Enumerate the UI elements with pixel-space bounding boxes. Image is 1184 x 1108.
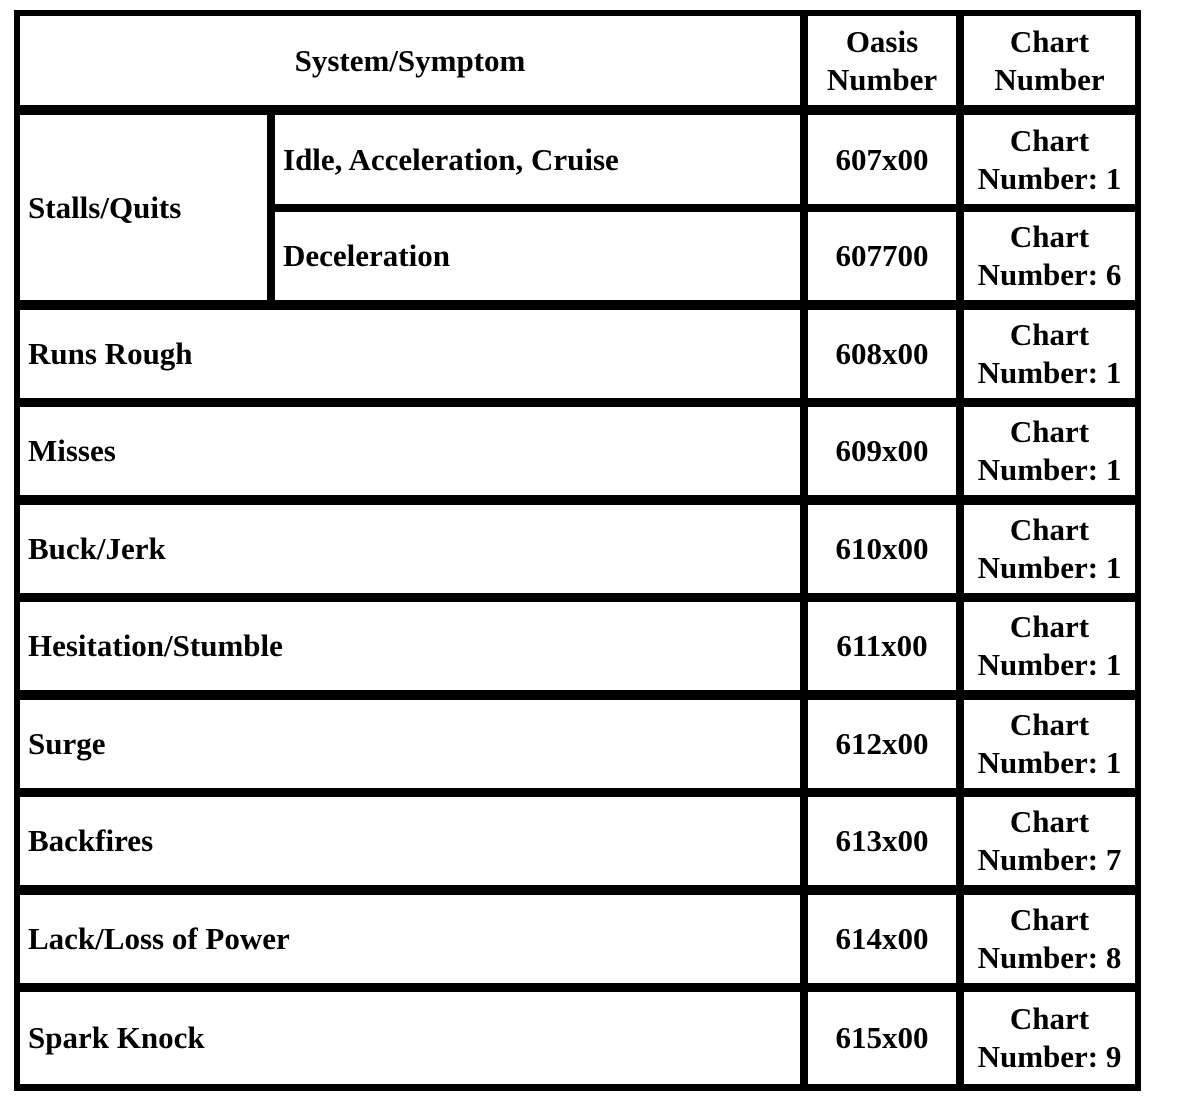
stalls-quits-label: Stalls/Quits: [28, 189, 182, 225]
oasis-number-text: 608x00: [835, 336, 929, 371]
header-chart-line2: Number: [994, 61, 1105, 97]
chart-line2: Number: 1: [977, 355, 1122, 390]
chart-line1: Chart: [1009, 512, 1090, 547]
table-row-chart: [964, 310, 1135, 398]
chart-line2: Number: 1: [977, 745, 1122, 780]
table-row-symptom: [20, 602, 800, 690]
oasis-number-text: 607x00: [835, 141, 929, 177]
header-oasis-number: [808, 16, 956, 105]
chart-line2: Number: 8: [977, 940, 1122, 975]
chart-line1: Chart: [1009, 1001, 1090, 1036]
table-row-symptom: [20, 505, 800, 593]
table-row-symptom: [275, 212, 800, 300]
oasis-number-text: 615x00: [835, 1020, 929, 1055]
chart-line2: Number: 1: [977, 160, 1122, 196]
symptom-text: Buck/Jerk: [28, 531, 166, 566]
oasis-number-text: 614x00: [835, 921, 929, 956]
table-row-symptom: [20, 992, 800, 1084]
symptom-text: Deceleration: [283, 238, 450, 273]
oasis-number-text: 610x00: [835, 531, 929, 566]
oasis-number-text: 607700: [835, 238, 929, 273]
table-row-oasis: [808, 895, 956, 983]
table-row-chart: [964, 602, 1135, 690]
symptom-text: Lack/Loss of Power: [28, 921, 290, 956]
symptom-text: Misses: [28, 433, 116, 468]
table-row-symptom: [20, 407, 800, 495]
symptom-text: Surge: [28, 726, 106, 761]
table-row-oasis: [808, 505, 956, 593]
oasis-number-text: 612x00: [835, 726, 929, 761]
chart-line1: Chart: [1009, 122, 1090, 158]
header-system-symptom: [20, 16, 800, 105]
symptom-table: [14, 10, 1141, 1091]
table-row-chart: [964, 115, 1135, 204]
chart-line1: Chart: [1009, 609, 1090, 644]
table-row-chart: [964, 895, 1135, 983]
table-row-oasis: [808, 700, 956, 788]
oasis-number-text: 611x00: [836, 628, 928, 663]
chart-line1: Chart: [1009, 804, 1090, 839]
header-oasis-line1: Oasis: [845, 23, 919, 59]
chart-line1: Chart: [1009, 414, 1090, 449]
table-row-oasis: [808, 212, 956, 300]
table-row-oasis: [808, 602, 956, 690]
table-row-symptom: [275, 115, 800, 204]
table-row-chart: [964, 992, 1135, 1084]
table-row-oasis: [808, 407, 956, 495]
symptom-text: Backfires: [28, 823, 154, 858]
table-row-symptom: [20, 310, 800, 398]
symptom-text: Spark Knock: [28, 1020, 205, 1055]
chart-line2: Number: 1: [977, 550, 1122, 585]
table-row-symptom: [20, 700, 800, 788]
header-oasis-line2: Number: [826, 61, 938, 97]
table-row-oasis: [808, 797, 956, 885]
oasis-number-text: 609x00: [835, 433, 929, 468]
chart-line1: Chart: [1009, 317, 1090, 352]
table-row-oasis: [808, 992, 956, 1084]
chart-line2: Number: 7: [977, 842, 1122, 877]
oasis-number-text: 613x00: [835, 823, 929, 858]
chart-line1: Chart: [1009, 219, 1090, 254]
table-row-chart: [964, 407, 1135, 495]
symptom-text: Runs Rough: [28, 336, 193, 371]
chart-line2: Number: 6: [977, 257, 1122, 292]
table-row-symptom: [20, 797, 800, 885]
stalls-quits-label-cell: [20, 115, 267, 300]
chart-line1: Chart: [1009, 902, 1090, 937]
header-chart-number: [964, 16, 1135, 105]
chart-line2: Number: 9: [977, 1039, 1122, 1074]
header-system-symptom-text: System/Symptom: [294, 42, 526, 78]
table-row-chart: [964, 505, 1135, 593]
table-row-oasis: [808, 115, 956, 204]
table-row-chart: [964, 212, 1135, 300]
table-row-chart: [964, 700, 1135, 788]
chart-line2: Number: 1: [977, 452, 1122, 487]
symptom-text: Idle, Acceleration, Cruise: [283, 141, 619, 177]
table-row-symptom: [20, 895, 800, 983]
header-chart-line1: Chart: [1009, 23, 1090, 59]
chart-line1: Chart: [1009, 707, 1090, 742]
table-row-oasis: [808, 310, 956, 398]
symptom-text: Hesitation/Stumble: [28, 628, 283, 663]
chart-line2: Number: 1: [977, 647, 1122, 682]
table-row-chart: [964, 797, 1135, 885]
